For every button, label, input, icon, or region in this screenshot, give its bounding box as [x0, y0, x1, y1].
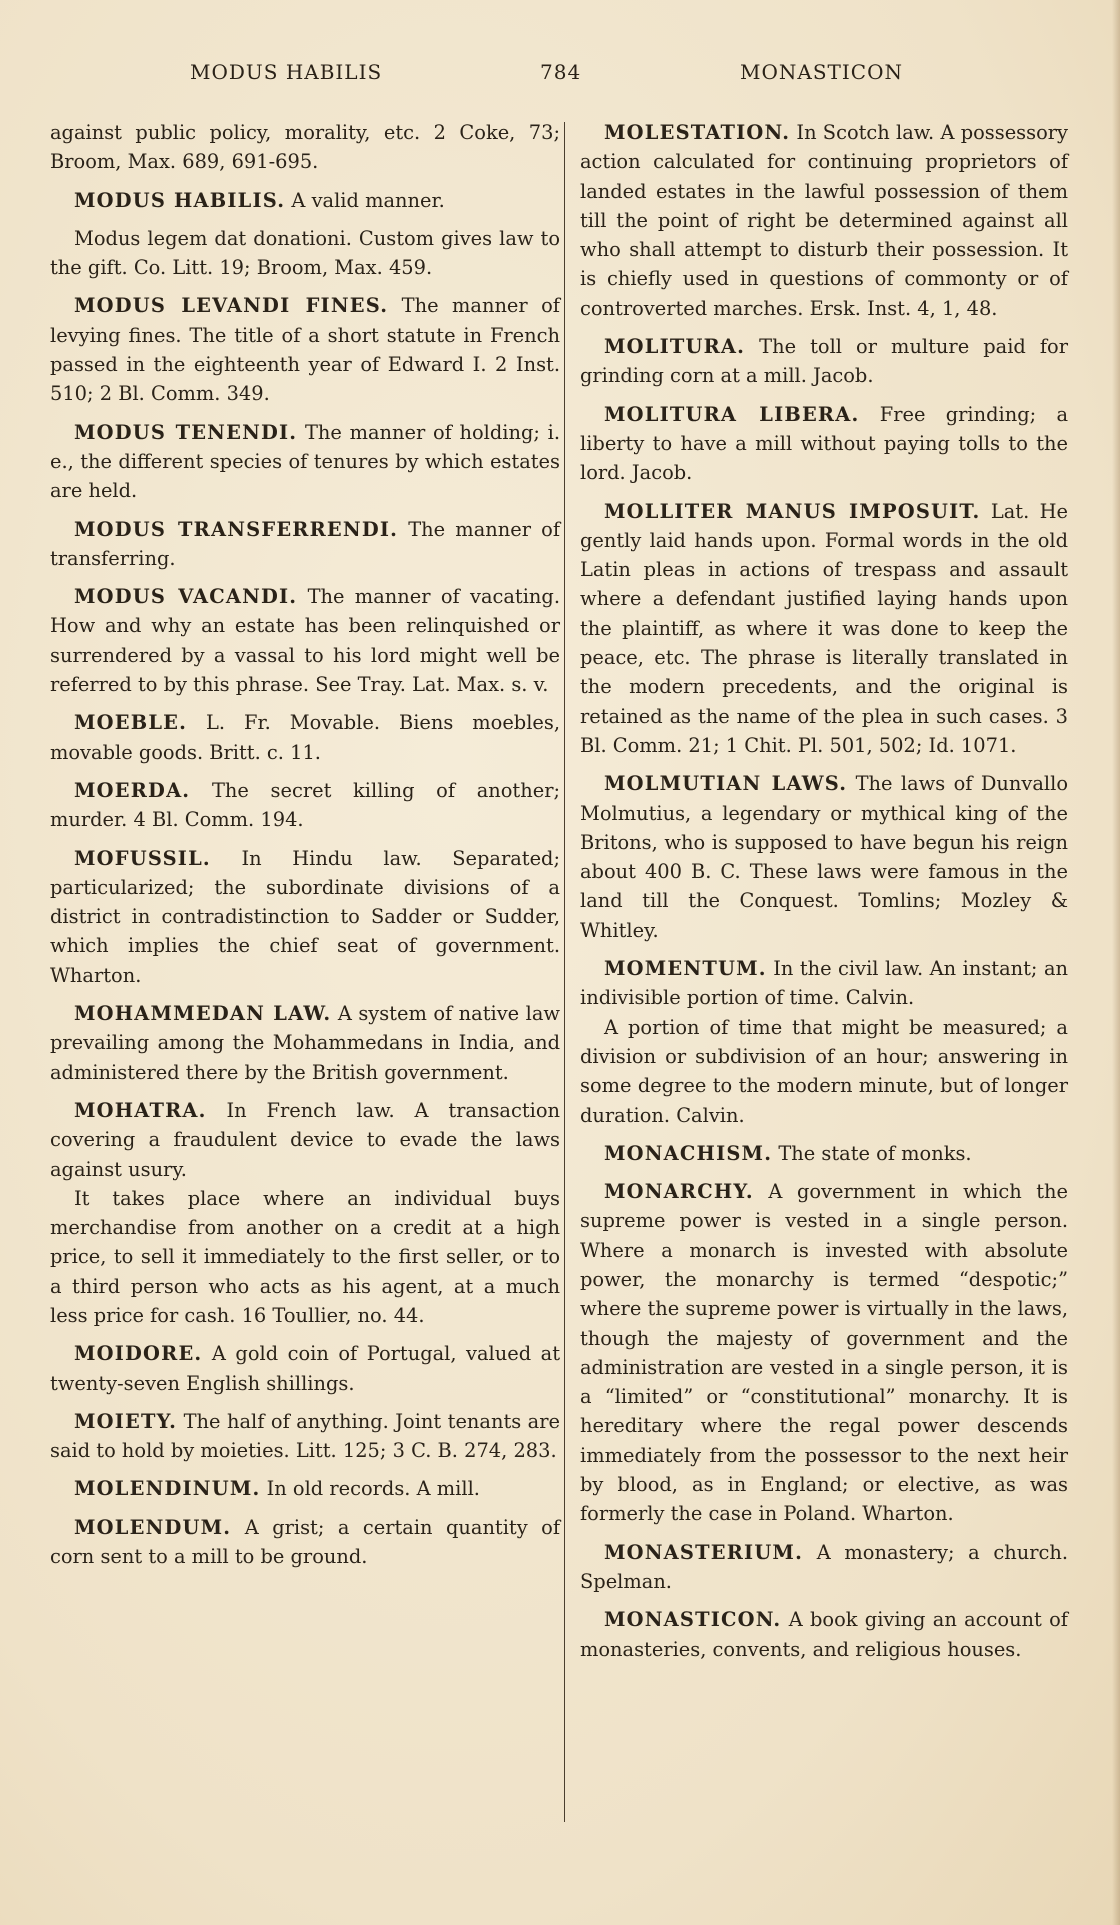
- entry-moidore: [50, 1339, 560, 1398]
- entry-moiety: [50, 1407, 560, 1466]
- right-column: [580, 118, 1068, 1673]
- entry-term: MOERDA.: [74, 778, 191, 802]
- entry-term: MOMENTUM.: [604, 957, 767, 981]
- entry-text: It takes place where an individual buys merchandise from another on a credit at a high price, to sell it immediately to the first seller, or to a third person who acts as his agent, at a much less price for cash. 16 Toullier, no. 44.: [50, 1186, 560, 1327]
- entry-term: MONASTICON.: [604, 1608, 782, 1632]
- entry-mohammedan-law: [50, 999, 560, 1087]
- entry-term: MODUS HABILIS.: [74, 188, 286, 212]
- page-number: 784: [540, 60, 582, 84]
- entry-term: MOLENDINUM.: [74, 1477, 261, 1501]
- entry-text: A government in which the supreme power is vested in a single person. Where a monarch is invested with absolute power, the monarchy is termed “despotic;” where the supreme power is virtually in the laws, though the majesty of government and the administration are vested in a single person, it is a “limited” or “constitutional” monarchy. It is hereditary where the regal power descends immediately from the possessor to the next heir by blood, as in England; or elective, as was formerly the case in Poland. Wharton.: [580, 1180, 1068, 1526]
- entry-text: Modus legem dat donationi. Custom gives law to the gift. Co. Litt. 19; Broom, Max. 459.: [50, 226, 560, 280]
- entry-monachism: [580, 1139, 1068, 1168]
- entry-term: MOLMUTIAN LAWS.: [604, 772, 848, 796]
- entry-text: A grist; a certain quantity of corn sent to a mill to be ground.: [50, 1515, 560, 1569]
- entry-text: In old records. A mill.: [266, 1477, 480, 1501]
- entry-term: MOLITURA LIBERA.: [604, 402, 860, 426]
- entry-molitura: [580, 332, 1068, 391]
- entry-modus-habilis: [50, 186, 560, 215]
- entry-mofussil: [50, 844, 560, 990]
- entry-text: The manner of transferring.: [50, 517, 560, 570]
- entry-text: In Hindu law. Separated; particularized; the subordinate divisions of a district in contradistinction to Sadder or Sudder, which implies the chief seat of government. Wharton.: [50, 846, 560, 987]
- entry-momentum: [580, 954, 1068, 1013]
- entry-text: The secret killing of another; murder. 4 Bl. Comm. 194.: [50, 778, 560, 832]
- header-left-guide-word: MODUS HABILIS: [190, 60, 383, 84]
- entry-term: MODUS TRANSFERRENDI.: [74, 517, 399, 541]
- entry-modus-transferrendi: [50, 515, 560, 574]
- entry-text: A portion of time that might be measured; a division or subdivision of an hour; answering in some degree to the modern minute, but of longer duration. Calvin.: [580, 1015, 1068, 1127]
- entry-molendum: [50, 1513, 560, 1572]
- entry-text: A system of native law prevailing among the Mohammedans in India, and administered there by the British government.: [50, 1002, 561, 1084]
- left-column: [50, 118, 560, 1580]
- entry-term: MODUS TENENDI.: [74, 420, 298, 444]
- entry-monasticon: [580, 1605, 1068, 1664]
- entry-text: L. Fr. Movable. Biens moebles, movable goods. Britt. c. 11.: [50, 711, 561, 764]
- entry-modus-tenendi: [50, 418, 560, 506]
- entry-text: A book giving an account of monasteries, convents, and religious houses.: [580, 1608, 1068, 1661]
- entry-text: In the civil law. An instant; an indivisible portion of time. Calvin.: [580, 957, 1068, 1010]
- entry-term: MOEBLE.: [74, 711, 188, 735]
- entry-molestation: [580, 118, 1068, 323]
- entry-text: The manner of holding; i. e., the different species of tenures by which estates are held.: [50, 420, 560, 503]
- entry-text: Free grinding; a liberty to have a mill without paying tolls to the lord. Jacob.: [580, 402, 1069, 485]
- entry-term: MOFUSSIL.: [74, 846, 211, 870]
- entry-modus-legem: [50, 224, 560, 283]
- entry-term: MOLLITER MANUS IMPOSUIT.: [604, 499, 981, 523]
- entry-monarchy: [580, 1177, 1068, 1529]
- entry-text: A monastery; a church. Spelman.: [580, 1540, 1068, 1593]
- entry-modus-vacandi: [50, 582, 560, 699]
- entry-term: MOLENDUM.: [74, 1515, 232, 1539]
- entry-text: In Scotch law. A possessory action calculated for continuing proprietors of landed estates in the lawful possession of them till the point of right be determined against all who shall attempt to disturb their possession. It is chiefly used in questions of commonty or of controverted marches. Ersk. Inst. 4, 1, 48.: [580, 121, 1068, 320]
- entry-moeble: [50, 708, 560, 767]
- column-divider: [564, 122, 565, 1822]
- entry-text: The manner of levying fines. The title of a short statute in French passed in the eighteenth year of Edward I. 2 Inst. 510; 2 Bl. Comm. 349.: [50, 294, 560, 406]
- entry-monasterium: [580, 1538, 1068, 1597]
- page-edge-shadow: [1112, 0, 1120, 1925]
- entry-molliter-manus-imposuit: [580, 497, 1068, 761]
- entry-mohatra-continued: [50, 1184, 560, 1330]
- entry-momentum-continued: [580, 1013, 1068, 1130]
- entry-text: Lat. He gently laid hands upon. Formal words in the old Latin pleas in actions of trespass and assault where a defendant justified laying hands upon the plaintiff, as where it was done to keep the peace, etc. The phrase is literally translated in the modern precedents, and the original is retained as the name of the plea in such cases. 3 Bl. Comm. 21; 1 Chit. Pl. 501, 502; Id. 1071.: [580, 499, 1069, 757]
- entry-term: MOLESTATION.: [604, 121, 791, 144]
- entry-text: The half of anything. Joint tenants are said to hold by moieties. Litt. 125; 3 C. B. 274, 283.: [50, 1409, 560, 1463]
- entry-term: MONACHISM.: [604, 1141, 773, 1165]
- entry-term: MODUS VACANDI.: [74, 585, 298, 609]
- entry-mohatra: [50, 1096, 560, 1184]
- header-right-guide-word: MONASTICON: [740, 60, 903, 84]
- entry-text: The laws of Dunvallo Molmutius, a legendary or mythical king of the Britons, who is supposed to have begun his reign about 400 B. C. These laws were famous in the land till the Conquest. Tomlins; Mozley & Whitley.: [580, 772, 1069, 942]
- entry-term: MOIETY.: [74, 1409, 178, 1433]
- entry-term: MONARCHY.: [604, 1180, 754, 1204]
- entry-text: A valid manner.: [291, 188, 445, 212]
- entry-text: A gold coin of Portugal, valued at twenty-seven English shillings.: [50, 1342, 560, 1395]
- entry-molendinum: [50, 1474, 560, 1503]
- entry-text: against public policy, morality, etc. 2 Coke, 73; Broom, Max. 689, 691-695.: [50, 121, 560, 174]
- entry-text: The manner of vacating. How and why an estate has been relinquished or surrendered by a vassal to his lord might well be referred to by this phrase. See Tray. Lat. Max. s. v.: [50, 585, 560, 697]
- entry-moerda: [50, 776, 560, 835]
- entry-molitura-libera: [580, 400, 1068, 488]
- entry-molmutian-laws: [580, 769, 1068, 945]
- entry-modus-levandi-fines: [50, 291, 560, 408]
- entry-continuation: [50, 118, 560, 177]
- entry-text: The toll or multure paid for grinding corn at a mill. Jacob.: [580, 335, 1068, 388]
- entry-term: MONASTERIUM.: [604, 1540, 804, 1564]
- entry-text: The state of monks.: [778, 1141, 972, 1165]
- entry-term: MOLITURA.: [604, 335, 746, 359]
- entry-term: MOHATRA.: [74, 1098, 207, 1122]
- running-head: [0, 60, 1120, 94]
- entry-term: MOIDORE.: [74, 1342, 203, 1366]
- entry-term: MOHAMMEDAN LAW.: [74, 1002, 332, 1026]
- entry-text: In French law. A transaction covering a fraudulent device to evade the laws against usury.: [50, 1098, 560, 1181]
- entry-term: MODUS LEVANDI FINES.: [74, 294, 389, 318]
